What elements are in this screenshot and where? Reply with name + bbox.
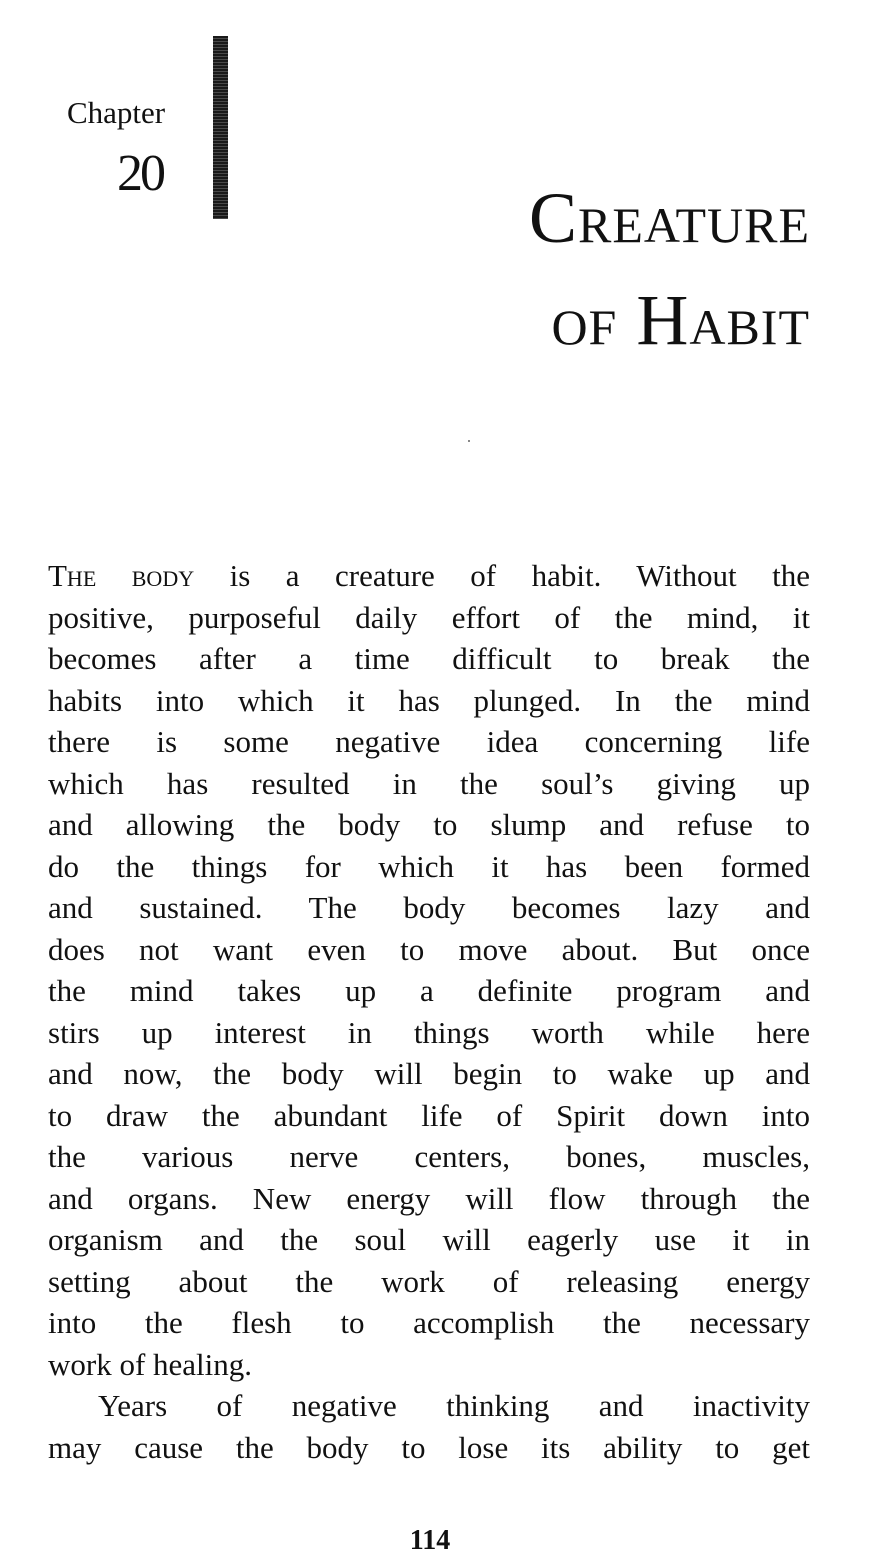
- text-line: Years of negative thinking and inactivity: [98, 1388, 810, 1423]
- stray-mark: [468, 440, 470, 442]
- chapter-title-line-2: of Habit: [551, 280, 810, 361]
- text-line: and now, the body will begin to wake up and: [48, 1056, 810, 1091]
- text-line: stirs up interest in things worth while here: [48, 1014, 810, 1050]
- text-line: habits into which it has plunged. In the mind: [48, 682, 810, 718]
- text-line: the various nerve centers, bones, muscles,: [48, 1139, 810, 1174]
- text-line: and allowing the body to slump and refuse to: [48, 807, 810, 842]
- text-line: there is some negative idea concerning life: [48, 724, 810, 759]
- text-line: which has resulted in the soul’s giving up: [48, 765, 810, 801]
- text-line: and sustained. The body becomes lazy and: [48, 890, 810, 925]
- text-line: positive, purposeful daily effort of the mind, it: [48, 599, 810, 635]
- text-line: to draw the abundant life of Spirit down into: [48, 1097, 810, 1133]
- lead-in-small-caps: The body: [48, 558, 195, 593]
- text-line: into the flesh to accomplish the necessary: [48, 1305, 810, 1340]
- text-line: do the things for which it has been formed: [48, 848, 810, 884]
- text-line: work of healing.: [48, 1346, 253, 1382]
- text-line: setting about the work of releasing energy: [48, 1263, 810, 1299]
- chapter-divider-bar: [213, 36, 228, 219]
- chapter-title-line-1: Creature: [528, 178, 810, 259]
- text-line-rest: is a creature of habit. Without the: [194, 558, 810, 593]
- text-line: becomes after a time difficult to break the: [48, 641, 810, 676]
- body-text: [48, 555, 810, 1468]
- text-line: and organs. New energy will flow through the: [48, 1180, 810, 1216]
- chapter-label: Chapter: [67, 95, 166, 130]
- text-line: [48, 555, 810, 597]
- text-line: organism and the soul will eagerly use it in: [48, 1222, 810, 1257]
- text-line: does not want even to move about. But once: [48, 931, 810, 967]
- chapter-number: 20: [117, 145, 163, 202]
- text-line: may cause the body to lose its ability to get: [48, 1429, 810, 1465]
- text-line: the mind takes up a definite program and: [48, 973, 810, 1008]
- page-number: 114: [409, 1525, 451, 1556]
